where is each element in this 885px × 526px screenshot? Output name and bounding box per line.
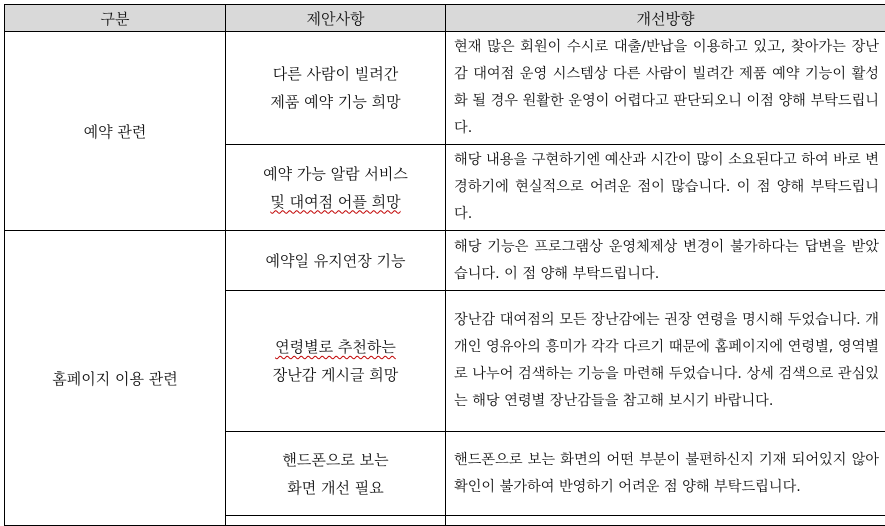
proposal-line: 다른 사람이 빌려간 xyxy=(273,65,398,83)
header-category: 구분 xyxy=(5,5,226,32)
category-cell: 홈페이지 이용 관련 xyxy=(5,231,226,526)
proposal-cell xyxy=(226,32,446,145)
proposal-line: 핸드폰으로 보는 xyxy=(282,451,388,469)
table-row xyxy=(5,32,885,145)
proposal-line: 및 대여점 어플 희망 xyxy=(270,193,400,211)
proposal-cell xyxy=(226,432,446,516)
response-cell: 해당 기능은 프로그램상 운영체제상 변경이 불가하다는 답변을 받았습니다. 이 점 양해 부탁드립니다. xyxy=(446,231,885,291)
proposal-line: 예약일 유지연장 기능 xyxy=(266,252,406,270)
category-cell: 예약 관련 xyxy=(5,32,226,231)
header-proposal: 제안사항 xyxy=(226,5,446,32)
response-cell: 현재 많은 회원이 수시로 대출/반납을 이용하고 있고, 찾아가는 장난감 대여점 운영 시스템상 다른 사람이 빌려간 제품 예약 기능이 활성화 될 경우 원활한 운영이 어렵다고 판단되오니 이점 양해 부탁드립니다. xyxy=(446,32,885,145)
empty-cell xyxy=(446,516,885,526)
proposal-cell xyxy=(226,291,446,432)
header-improvement: 개선방향 xyxy=(446,5,885,32)
proposal-line: 연령별로 추천하는 xyxy=(275,338,396,356)
response-cell: 해당 내용을 구현하기엔 예산과 시간이 많이 소요된다고 하여 바로 변경하기에 현실적으로 어려운 점이 많습니다. 이 점 양해 부탁드립니다. xyxy=(446,145,885,231)
suggestions-table xyxy=(4,4,885,526)
response-cell: 핸드폰으로 보는 화면의 어떤 부분이 불편하신지 기재 되어있지 않아 확인이 불가하여 반영하기 어려운 점 양해 부탁드립니다. xyxy=(446,432,885,516)
response-cell: 장난감 대여점의 모든 장난감에는 권장 연령을 명시해 두었습니다. 개개인 영유아의 흥미가 각각 다르기 때문에 홈페이지에 연령별, 영역별로 나누어 검색하는 기능을 마련해 두었습니다. 상세 검색으로 관심있는 해당 연령별 장난감들을 참고해 보시기 바랍니다. xyxy=(446,291,885,432)
proposal-line: 예약 가능 알람 서비스 xyxy=(263,165,408,183)
table-row xyxy=(5,231,885,291)
proposal-cell xyxy=(226,145,446,231)
header-row xyxy=(5,5,885,32)
proposal-line: 화면 개선 필요 xyxy=(287,479,383,497)
proposal-line: 장난감 게시글 희망 xyxy=(273,366,398,384)
empty-cell xyxy=(226,516,446,526)
proposal-line: 제품 예약 기능 희망 xyxy=(270,93,400,111)
proposal-cell xyxy=(226,231,446,291)
